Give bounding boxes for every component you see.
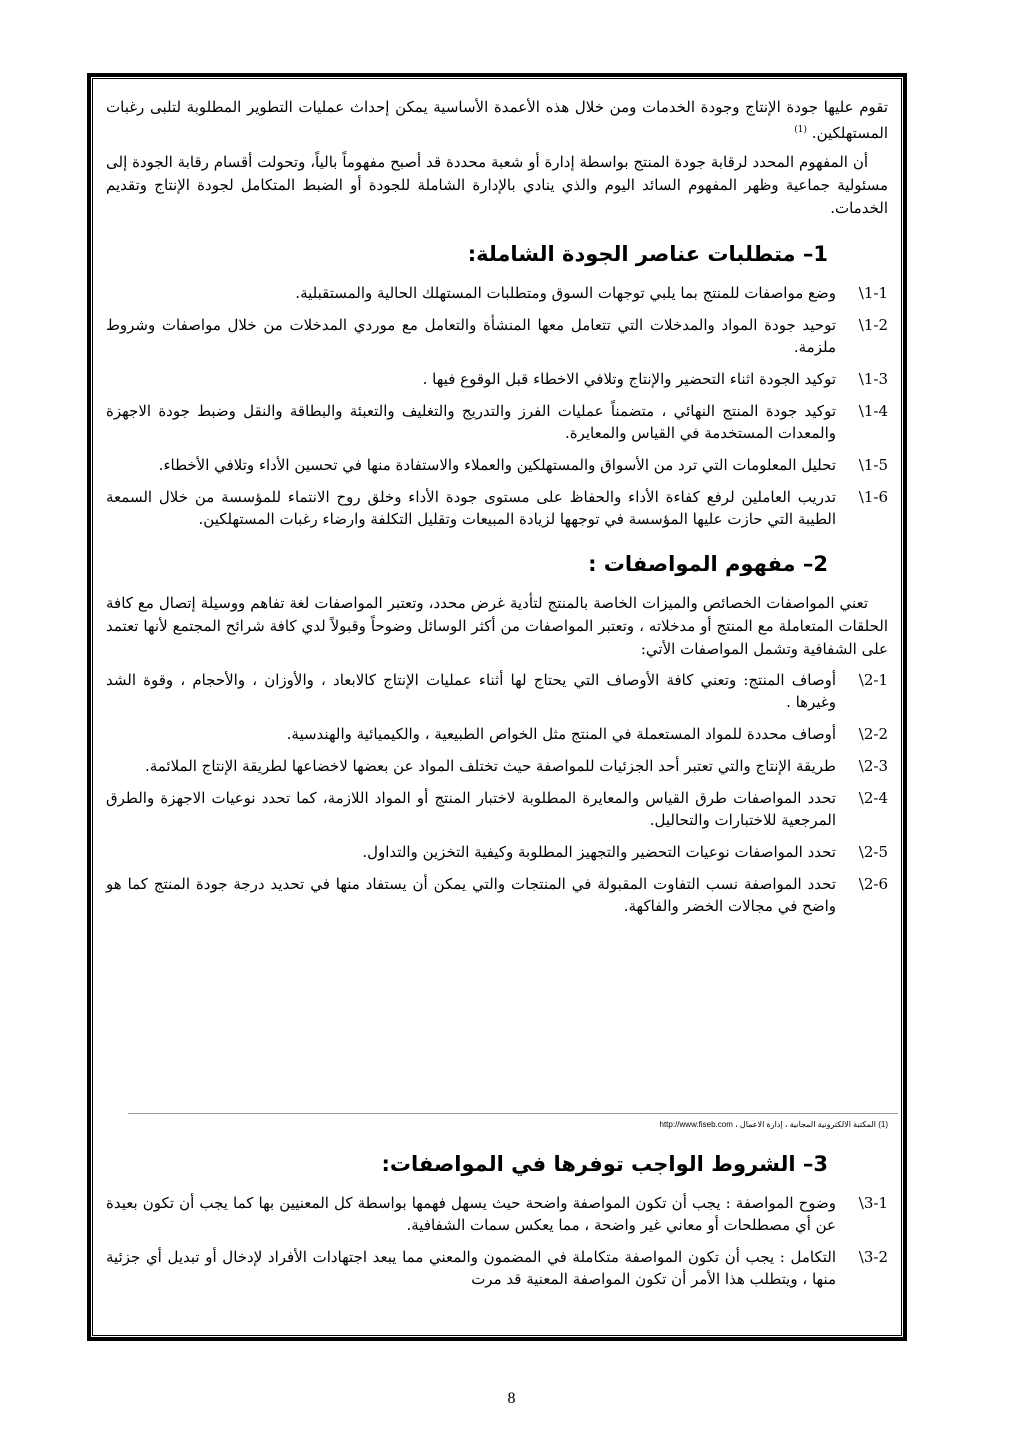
intro-paragraph-1: تقوم عليها جودة الإنتاج وجودة الخدمات ومن خلال هذه الأعمدة الأساسية يمكن إحداث عمليات التطوير المطلوبة لتلبى رغبات المستهلكين. $^{(1)}$ [106,98,888,142]
footnote: (1) المكتبة الالكترونية المجانية ، إدارة الاعمال ، http://www.fiseb.com [659,1120,888,1129]
footnote-ref: (1) [794,125,808,135]
section-3-heading: 3– الشروط الواجب توفرها في المواصفات: [381,1152,828,1176]
list-item: 2-2\ أوصاف محددة للمواد المستعملة في المنتج مثل الخواص الطبيعية ، والكيميائية والهندسية. [286,725,888,743]
list-item: 1-2\ توحيد جودة المواد والمدخلات التي تتعامل معها المنشأة والتعامل مع موردي المدخلات من خلال مواصفات وشروط ملزمة. [106,316,888,356]
list-item: 3-2\ التكامل : يجب أن تكون المواصفة متكاملة في المضمون والمعني مما يبعد اجتهادات الأفراد لإدخال أو تبديل أي جزئية منها ، ويتطلب هذا الأمر أن تكون المواصفة المعنية قد مرت [106,1248,888,1288]
section-2-heading: 2– مفهوم المواصفات : [588,552,828,576]
section-2-list [106,669,888,917]
section-1-list [106,282,888,530]
page-content [106,96,888,927]
list-item: 1-4\ توكيد جودة المنتج النهائي ، متضمناً عمليات الفرز والتدريج والتغليف والتعبئة والبطاقة والنقل وضبط جودة الاجهزة والمعدات المستخدمة في القياس والمعايرة. [106,402,888,442]
page-number: 8 [507,1390,516,1407]
list-item: 1-3\ توكيد الجودة اثناء التحضير والإنتاج وتلافي الاخطاء قبل الوقوع فيها . [422,370,888,388]
list-item: 1-1\ وضع مواصفات للمنتج بما يلبي توجهات السوق ومتطلبات المستهلك الحالية والمستقبلية. [295,284,888,302]
list-item: 2-5\ تحدد المواصفات نوعيات التحضير والتجهيز المطلوبة وكيفية التخزين والتداول. [362,843,888,861]
list-item: 1-6\ تدريب العاملين لرفع كفاءة الأداء والحفاظ على مستوى جودة الأداء وخلق روح الانتماء للمؤسسة من خلال السمعة الطيبة التي حازت عليها المؤسسة في توجهها لزيادة المبيعات وتقليل التكلفة وارضاء رغبات المستهلكين. [106,488,888,528]
footnote-separator [128,1113,898,1114]
section-2-intro: تعني المواصفات الخصائص والميزات الخاصة بالمنتج لتأدية غرض محدد، وتعتبر المواصفات لغة تفاهم ووسيلة إتصال مع كافة الحلقات المتعاملة مع المنتج أو مدخلاته ، وتعتبر المواصفات من أكثر الوسائل وضوحاً وقبولاً لدي كافة شرائح المجتمع لأنها تعتمد على الشفافية وتشمل المواصفات الأتي: [106,594,888,658]
section-1-heading: 1– متطلبات عناصر الجودة الشاملة: [467,242,828,266]
list-item: 2-3\ طريقة الإنتاج والتي تعتبر أحد الجزئيات للمواصفة حيث تختلف المواد عن بعضها لاخضاعها لطريقة الإنتاج الملائمة. [144,757,888,775]
intro-paragraph-2: أن المفهوم المحدد لرقابة جودة المنتج بواسطة إدارة أو شعبة محددة قد أصبح مفهوماً بالياً، وتحولت أقسام رقابة الجودة إلى مسئولية جماعية وظهر المفهوم السائد اليوم والذي ينادي بالإدارة الشاملة للجودة أو الضبط المتكامل لجودة الإنتاج وتقديم الخدمات. [106,153,888,217]
list-item: 1-5\ تحليل المعلومات التي ترد من الأسواق والمستهلكين والعملاء والاستفادة منها في تحسين الأداء وتلافي الأخطاء. [158,456,888,474]
section-3 [106,1150,888,1300]
list-item: 3-1\ وضوح المواصفة : يجب أن تكون المواصفة واضحة حيث يسهل فهمها بواسطة كل المعنيين بها كما يجب أن تكون بعيدة عن أي مصطلحات أو معاني غير واضحة ، مما يعكس سمات الشفافية. [106,1194,888,1234]
section-3-list [106,1192,888,1290]
list-item: 2-1\ أوصاف المنتج: وتعني كافة الأوصاف التي يحتاج لها أثناء عمليات الإنتاج كالابعاد ، والأوزان ، والأحجام ، وقوة الشد وغيرها . [106,671,888,711]
list-item: 2-4\ تحدد المواصفات طرق القياس والمعايرة المطلوبة لاختبار المنتج أو المواد اللازمة، كما تحدد نوعيات الاجهزة والطرق المرجعية للاختبارات والتحاليل. [106,789,888,829]
list-item: 2-6\ تحدد المواصفة نسب التفاوت المقبولة في المنتجات والتي يمكن أن يستفاد منها في تحديد درجة جودة المنتج كما هو واضح في مجالات الخضر والفاكهة. [106,875,888,915]
